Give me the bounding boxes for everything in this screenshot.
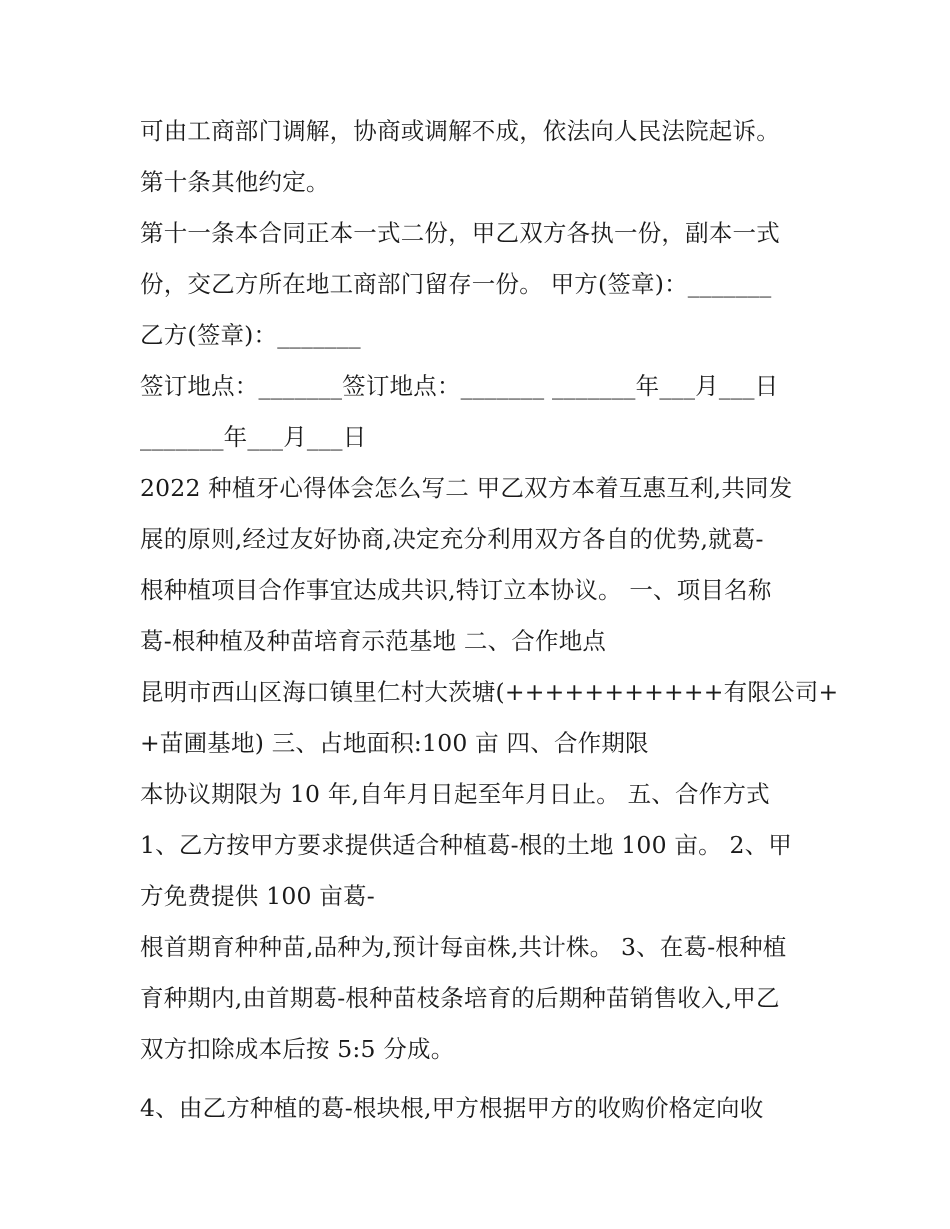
text-line: 根种植项目合作事宜达成共识,特订立本协议。 一、项目名称 [140,576,772,604]
text-line: 可由工商部门调解，协商或调解不成，依法向人民法院起诉。 [140,117,780,145]
paragraph-gap [140,1075,830,1083]
text-line: 展的原则,经过友好协商,决定充分利用双方各自的优势,就葛- [140,525,764,553]
text-line: 双方扣除成本后按 5:5 分成。 [140,1035,455,1063]
text-line: 方免费提供 100 亩葛- [140,882,375,910]
text-line: 签订地点：_______签订地点：_______ _______年___月___日 [140,372,779,400]
text-line: _______年___月___日 [140,423,367,451]
text-line: 4、由乙方种植的葛-根块根,甲方根据甲方的收购价格定向收 [140,1094,764,1122]
text-line: 昆明市西山区海口镇里仁村大茨塘(+++++++++++有限公司+ [140,678,839,706]
document-body [140,106,839,1134]
text-line: 第十一条本合同正本一式二份，甲乙双方各执一份，副本一式 [140,219,780,247]
text-line: 葛-根种植及种苗培育示范基地 二、合作地点 [140,627,607,655]
text-line: 本协议期限为 10 年,自年月日起至年月日止。 五、合作方式 [140,780,770,808]
text-line: 份，交乙方所在地工商部门留存一份。 甲方(签章)：_______ [140,270,772,298]
text-line: 1、乙方按甲方要求提供适合种植葛-根的土地 100 亩。 2、甲 [140,831,793,859]
text-line: 育种期内,由首期葛-根种苗枝条培育的后期种苗销售收入,甲乙 [140,984,780,1012]
text-line: 乙方(签章)：_______ [140,321,361,349]
text-line: +苗圃基地) 三、占地面积:100 亩 四、合作期限 [140,729,649,757]
text-line: 2022 种植牙心得体会怎么写二 甲乙双方本着互惠互利,共同发 [140,474,793,502]
text-line: 根首期育种种苗,品种为,预计每亩株,共计株。 3、在葛-根种植 [140,933,787,961]
text-line: 第十条其他约定。 [140,168,330,196]
